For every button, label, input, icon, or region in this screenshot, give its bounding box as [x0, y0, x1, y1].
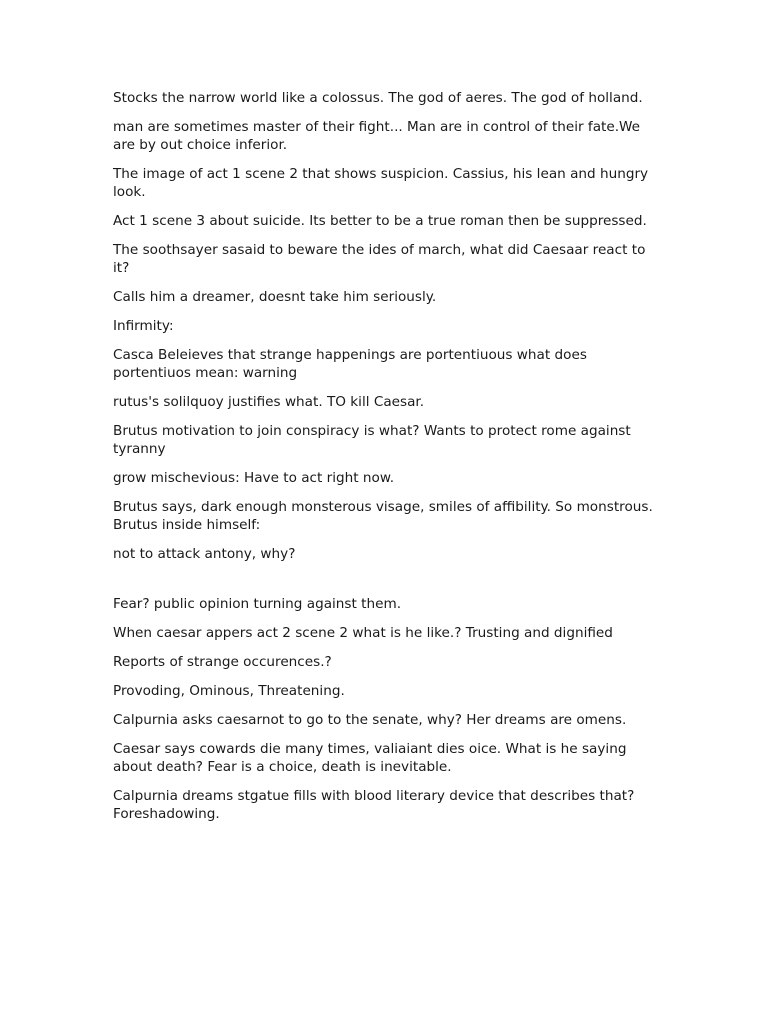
paragraph: Calls him a dreamer, doesnt take him seriously.	[113, 289, 437, 305]
paragraph: Calpurnia asks caesarnot to go to the senate, why? Her dreams are omens.	[113, 712, 627, 728]
paragraph: Reports of strange occurences.?	[113, 654, 332, 670]
paragraph: Brutus says, dark enough monsterous visage, smiles of affibility. So monstrous. Brutus inside himself:	[113, 499, 653, 533]
paragraph: Calpurnia dreams stgatue fills with blood literary device that describes that? Foreshadowing.	[113, 788, 635, 822]
paragraph: Provoding, Ominous, Threatening.	[113, 683, 345, 699]
blank-line	[113, 574, 661, 595]
paragraph: Caesar says cowards die many times, valiaiant dies oice. What is he saying about death? Fear is a choice, death is inevitable.	[113, 741, 627, 775]
paragraph: Casca Beleieves that strange happenings are portentiuous what does portentiuos mean: warning	[113, 347, 587, 381]
paragraph: Stocks the narrow world like a colossus. The god of aeres. The god of holland.	[113, 90, 643, 106]
paragraph: rutus's solilquoy justifies what. TO kill Caesar.	[113, 394, 425, 410]
paragraph: Infirmity:	[113, 318, 174, 334]
paragraph: Act 1 scene 3 about suicide. Its better to be a true roman then be suppressed.	[113, 213, 647, 229]
paragraph: Brutus motivation to join conspiracy is what? Wants to protect rome against tyranny	[113, 423, 631, 457]
paragraph: grow mischevious: Have to act right now.	[113, 470, 395, 486]
paragraph: The image of act 1 scene 2 that shows suspicion. Cassius, his lean and hungry look.	[113, 166, 649, 200]
paragraph: When caesar appers act 2 scene 2 what is he like.? Trusting and dignified	[113, 625, 613, 641]
document-body	[113, 89, 661, 834]
paragraph: man are sometimes master of their fight... Man are in control of their fate.We are by out choice inferior.	[113, 119, 641, 153]
paragraph: The soothsayer sasaid to beware the ides of march, what did Caesaar react to it?	[113, 242, 646, 276]
paragraph: not to attack antony, why?	[113, 546, 296, 562]
paragraph: Fear? public opinion turning against them.	[113, 596, 402, 612]
